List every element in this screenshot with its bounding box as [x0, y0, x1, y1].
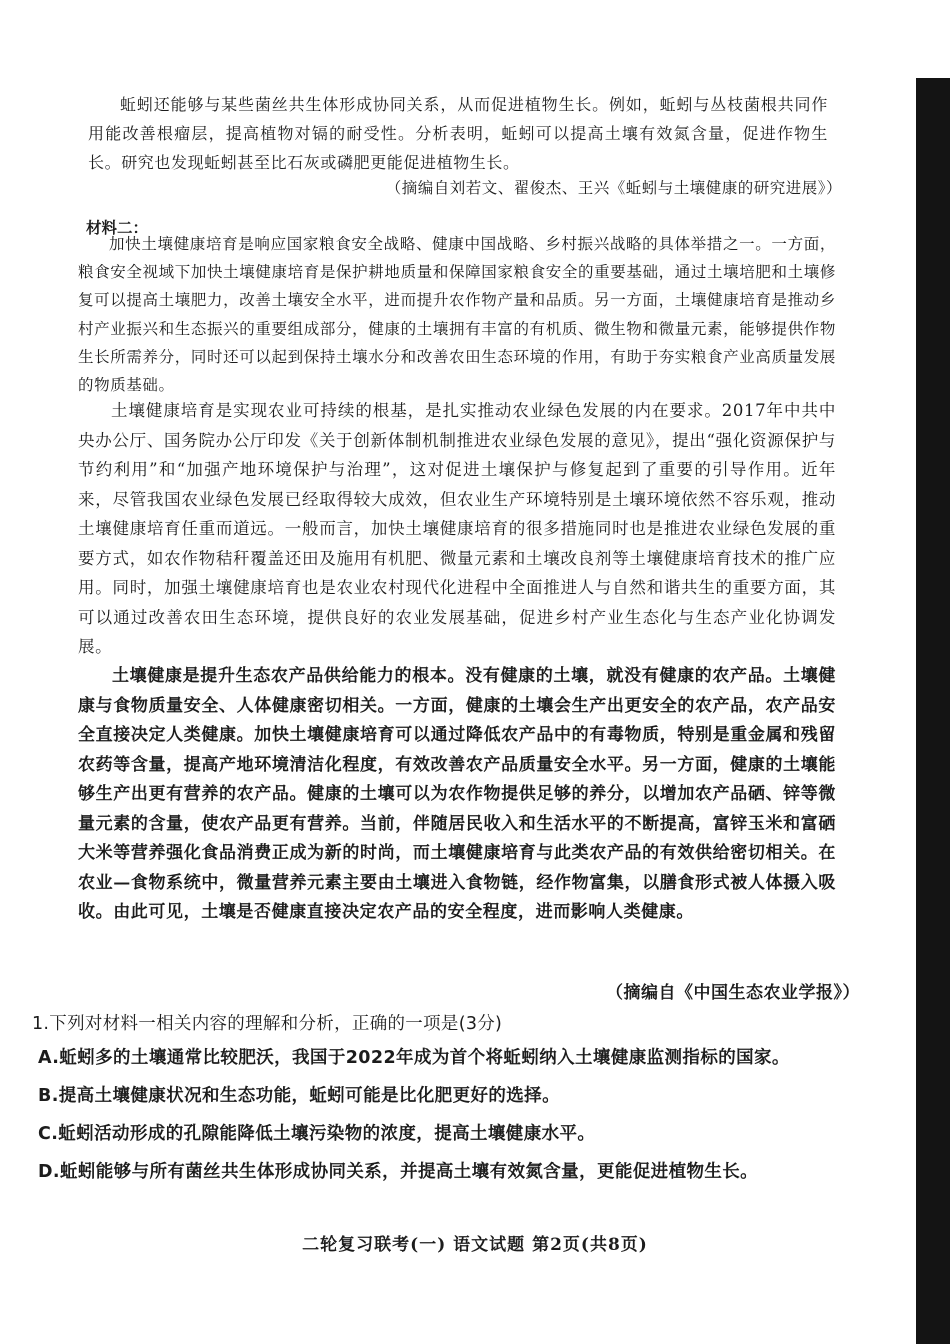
question-1 — [32, 1010, 852, 1196]
page-footer: 二轮复习联考(一) 语文试题 第2页(共8页) — [302, 1235, 648, 1255]
material2-paragraph-1: 加快土壤健康培育是响应国家粮食安全战略、健康中国战略、乡村振兴战略的具体举措之一。一方面，粮食安全视域下加快土壤健康培育是保护耕地质量和保障国家粮食安全的重要基础，通过土壤培肥和土壤修复可以提高土壤肥力，改善土壤安全水平，进而提升农作物产量和品质。另一方面，土壤健康培育是推动乡村产业振兴和生态振兴的重要组成部分，健康的土壤拥有丰富的有机质、微生物和微量元素，能够提供作物生长所需养分，同时还可以起到保持土壤水分和改善农田生态环境的作用，有助于夯实粮食产业高质量发展的物质基础。 — [78, 235, 836, 395]
material2-title: 材料二： — [86, 218, 149, 237]
question-1-stem: 1.下列对材料一相关内容的理解和分析，正确的一项是(3分) — [32, 1014, 503, 1034]
scan-edge-shadow — [916, 78, 950, 1344]
option-c: C.蚯蚓活动形成的孔隙能降低土壤污染物的浓度，提高土壤健康水平。 — [38, 1124, 596, 1144]
material1-closing-paragraph: 蚯蚓还能够与某些菌丝共生体形成协同关系，从而促进植物生长。例如，蚯蚓与丛枝菌根共同作用能改善根瘤层，提高植物对镉的耐受性。分析表明，蚯蚓可以提高土壤有效氮含量，促进作物生长。研究也发现蚯蚓甚至比石灰或磷肥更能促进植物生长。 — [88, 95, 828, 172]
option-d: D.蚯蚓能够与所有菌丝共生体形成协同关系，并提高土壤有效氮含量，更能促进植物生长。 — [38, 1162, 759, 1182]
material2-paragraph-2: 土壤健康培育是实现农业可持续的根基，是扎实推动农业绿色发展的内在要求。2017年中共中央办公厅、国务院办公厅印发《关于创新体制机制推进农业绿色发展的意见》，提出“强化资源保护与节约利用”和“加强产地环境保护与治理”，这对促进土壤保护与修复起到了重要的引导作用。近年来，尽管我国农业绿色发展已经取得较大成效，但农业生产环境特别是土壤环境依然不容乐观，推动土壤健康培育任重而道远。一般而言，加快土壤健康培育的很多措施同时也是推进农业绿色发展的重要方式，如农作物秸秆覆盖还田及施用有机肥、微量元素和土壤改良剂等土壤健康培育技术的推广应用。同时，加强土壤健康培育也是农业农村现代化进程中全面推进人与自然和谐共生的重要方面，其可以通过改善农田生态环境，提供良好的农业发展基础，促进乡村产业生态化与生态产业化协调发展。 — [78, 401, 836, 656]
material1-source: （摘编自刘若文、翟俊杰、王兴《蚯蚓与土壤健康的研究进展》） — [385, 179, 842, 197]
material2-source: （摘编自《中国生态农业学报》） — [606, 983, 860, 1003]
option-a: A.蚯蚓多的土壤通常比较肥沃，我国于2022年成为首个将蚯蚓纳入土壤健康监测指标的国家。 — [38, 1048, 790, 1068]
material2-paragraph-3: 土壤健康是提升生态农产品供给能力的根本。没有健康的土壤，就没有健康的农产品。土壤健康与食物质量安全、人体健康密切相关。一方面，健康的土壤会生产出更安全的农产品，农产品安全直接决定人类健康。加快土壤健康培育可以通过降低农产品中的有毒物质，特别是重金属和残留农药等含量，提高产地环境清洁化程度，有效改善农产品质量安全水平。另一方面，健康的土壤能够生产出更有营养的农产品。健康的土壤可以为农作物提供足够的养分，以增加农产品硒、锌等微量元素的含量，使农产品更有营养。当前，伴随居民收入和生活水平的不断提高，富锌玉米和富硒大米等营养强化食品消费正成为新的时尚，而土壤健康培育与此类农产品的有效供给密切相关。在农业—食物系统中，微量营养元素主要由土壤进入食物链，经作物富集，以膳食形式被人体摄入吸收。由此可见，土壤是否健康直接决定农产品的安全程度，进而影响人类健康。 — [78, 666, 836, 922]
option-b: B.提高土壤健康状况和生态功能，蚯蚓可能是比化肥更好的选择。 — [38, 1086, 560, 1106]
